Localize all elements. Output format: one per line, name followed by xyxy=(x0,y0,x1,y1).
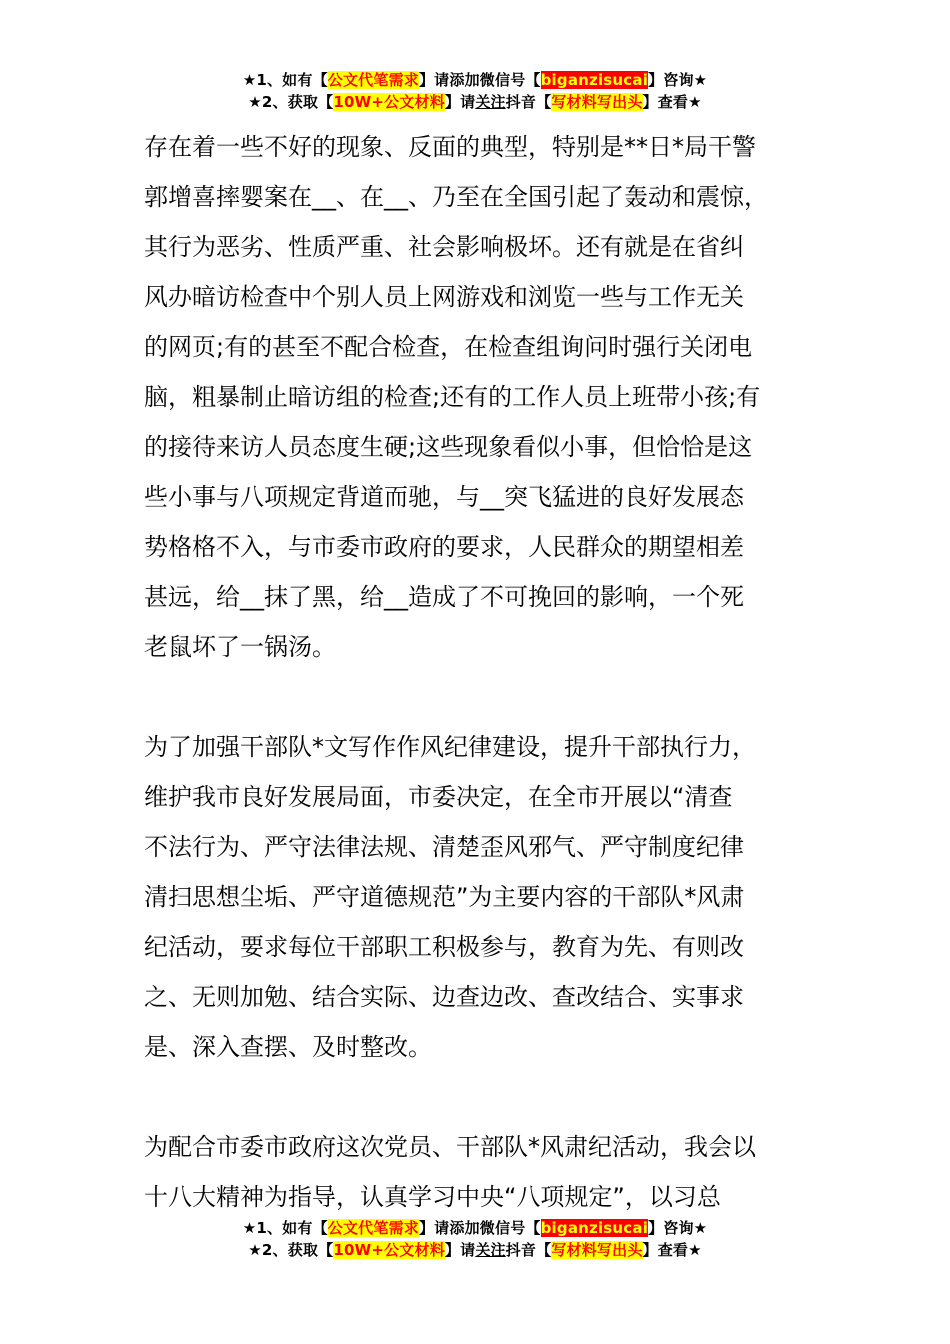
promo-text: 】咨询★ xyxy=(648,71,708,89)
text-line: 之、无则加勉、结合实际、边查边改、查改结合、实事求 xyxy=(144,983,744,1011)
promo-text: ★1、如有【 xyxy=(242,1219,328,1237)
promo-banner-bottom xyxy=(0,1217,950,1261)
promo-text: ★1、如有【 xyxy=(242,71,328,89)
promo-highlight: 公文代笔需求 xyxy=(327,71,419,89)
text-line: 纪活动，要求每位干部职工积极参与，教育为先、有则改 xyxy=(144,933,744,961)
promo-emphasis: 添加 xyxy=(449,1219,480,1237)
text-line: 是、深入查摆、及时整改。 xyxy=(144,1033,432,1061)
promo-text: 】咨询★ xyxy=(648,1219,708,1237)
promo-text: 】查看★ xyxy=(642,1241,702,1259)
promo-text: 抖音【 xyxy=(505,93,552,111)
text-line: 势格格不入，与市委市政府的要求，人民群众的期望相差 xyxy=(144,533,744,561)
text-line: 其行为恶劣、性质严重、社会影响极坏。还有就是在省纠 xyxy=(144,233,744,261)
text-line: 老鼠坏了一锅汤。 xyxy=(144,633,336,661)
promo-text: 】请 xyxy=(444,1241,476,1259)
text-line: 清扫思想尘垢、严守道德规范”为主要内容的干部队*风肃 xyxy=(144,883,745,911)
text-line: 为了加强干部队*文写作作风纪律建设，提升干部执行力， xyxy=(144,733,756,761)
promo-text: 】查看★ xyxy=(642,93,702,111)
promo-banner-top xyxy=(0,69,950,113)
promo-highlight: 10W+公文材料 xyxy=(333,1241,445,1259)
text-line: 脑，粗暴制止暗访组的检查;还有的工作人员上班带小孩;有 xyxy=(144,383,761,411)
text-line: 的接待来访人员态度生硬;这些现象看似小事，但恰恰是这 xyxy=(144,433,753,461)
text-line: 存在着一些不好的现象、反面的典型，特别是**日*局干警 xyxy=(144,133,756,161)
paragraph-2 xyxy=(144,722,834,1072)
promo-douyin-id: 写材料写出头 xyxy=(551,1241,643,1259)
document-body xyxy=(144,122,834,1222)
promo-text: ★2、获取【 xyxy=(248,1241,334,1259)
promo-emphasis: 关注 xyxy=(475,1241,506,1259)
promo-line-2 xyxy=(0,91,950,113)
promo-text: 】请 xyxy=(418,1219,450,1237)
promo-emphasis: 关注 xyxy=(475,93,506,111)
text-line: 甚远，给__抹了黑，给__造成了不可挽回的影响，一个死 xyxy=(144,583,744,611)
promo-wechat-id: biganzisucai xyxy=(540,1219,649,1237)
promo-emphasis: 添加 xyxy=(449,71,480,89)
paragraph-gap xyxy=(144,672,834,722)
text-line: 为配合市委市政府这次党员、干部队*风肃纪活动，我会以 xyxy=(144,1133,756,1161)
paragraph-3 xyxy=(144,1122,834,1222)
promo-text: ★2、获取【 xyxy=(248,93,334,111)
promo-highlight: 公文代笔需求 xyxy=(327,1219,419,1237)
paragraph-gap xyxy=(144,1072,834,1122)
promo-line-1 xyxy=(0,69,950,91)
promo-text: 】请 xyxy=(418,71,450,89)
promo-line-1 xyxy=(0,1217,950,1239)
promo-highlight: 10W+公文材料 xyxy=(333,93,445,111)
promo-text: 微信号【 xyxy=(479,1219,541,1237)
text-line: 风办暗访检查中个别人员上网游戏和浏览一些与工作无关 xyxy=(144,283,744,311)
promo-wechat-id: biganzisucai xyxy=(540,71,649,89)
text-line: 十八大精神为指导，认真学习中央“八项规定”，以习总 xyxy=(144,1183,721,1211)
promo-text: 抖音【 xyxy=(505,1241,552,1259)
promo-text: 】请 xyxy=(444,93,476,111)
text-line: 些小事与八项规定背道而驰，与__突飞猛进的良好发展态 xyxy=(144,483,744,511)
promo-douyin-id: 写材料写出头 xyxy=(551,93,643,111)
text-line: 的网页;有的甚至不配合检查，在检查组询问时强行关闭电 xyxy=(144,333,753,361)
text-line: 郭增喜摔婴案在__、在__、乃至在全国引起了轰动和震惊， xyxy=(144,183,768,211)
promo-text: 微信号【 xyxy=(479,71,541,89)
paragraph-1 xyxy=(144,122,834,672)
text-line: 维护我市良好发展局面，市委决定，在全市开展以“清查 xyxy=(144,783,733,811)
promo-line-2 xyxy=(0,1239,950,1261)
text-line: 不法行为、严守法律法规、清楚歪风邪气、严守制度纪律 xyxy=(144,833,744,861)
